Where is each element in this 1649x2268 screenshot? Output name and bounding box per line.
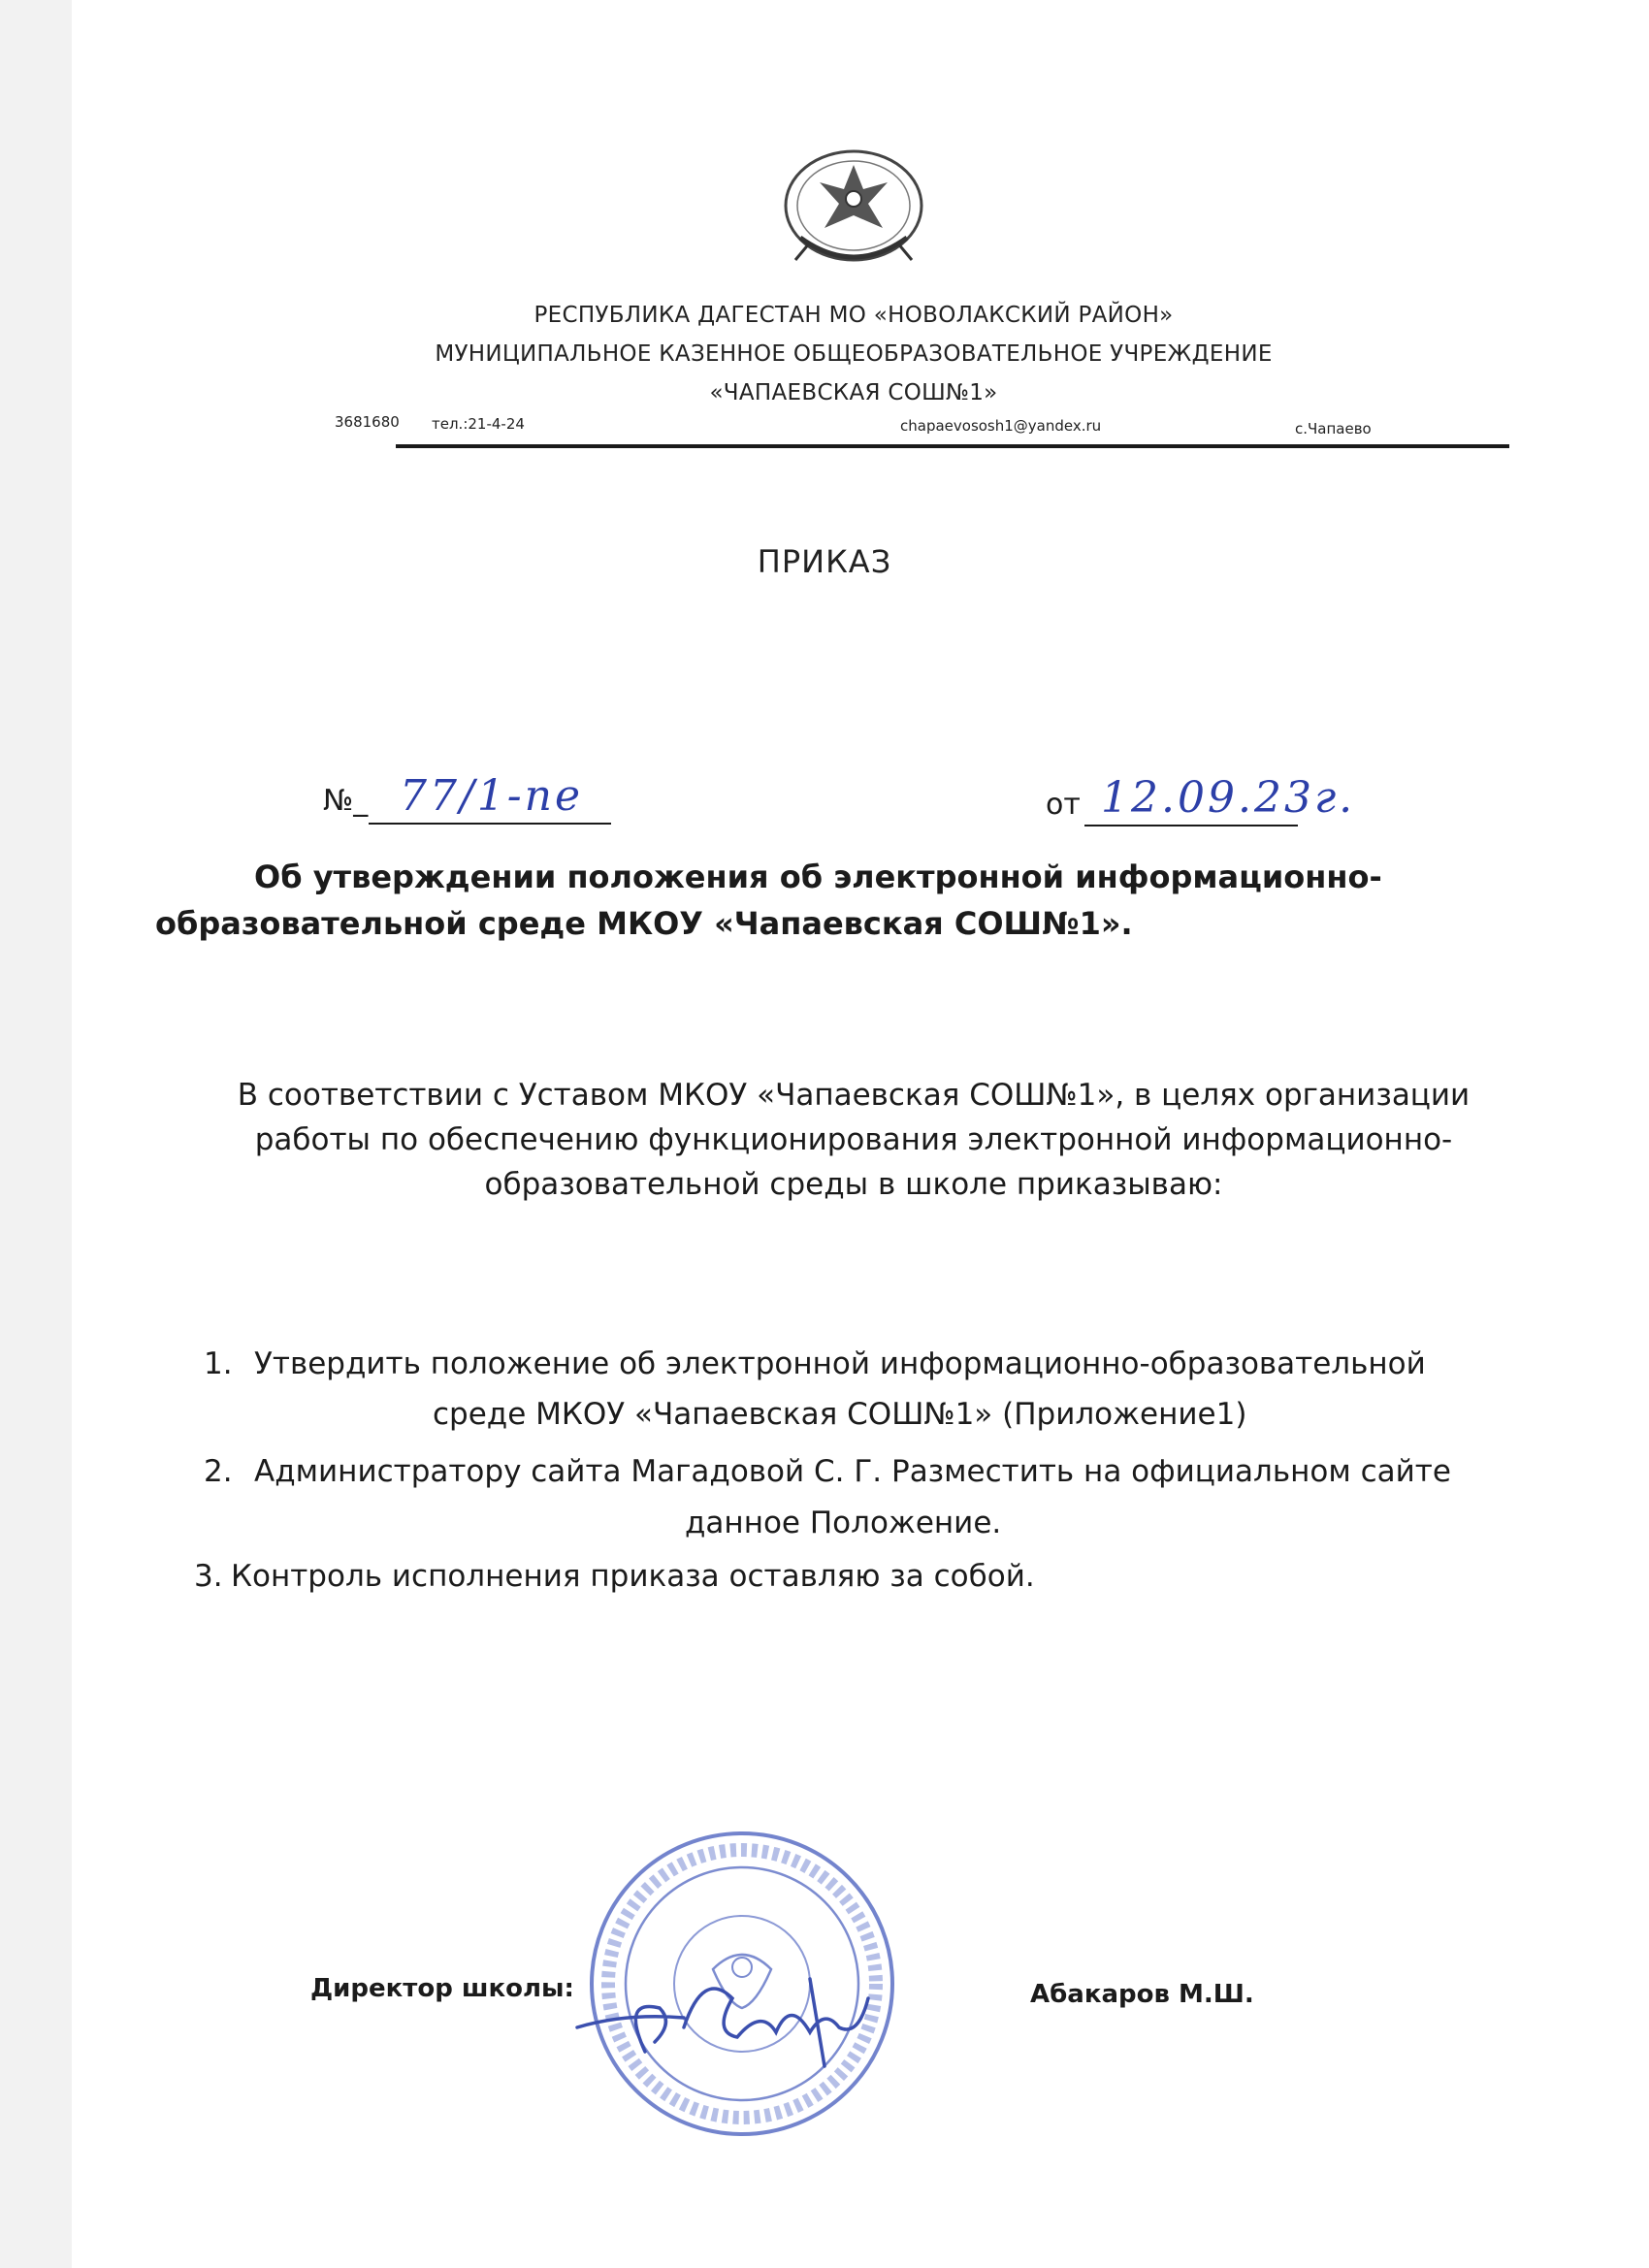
order-date-label: от (1046, 788, 1081, 822)
order-date-value: 12.09.23г. (1101, 773, 1356, 823)
order-title: ПРИКАЗ (757, 543, 892, 580)
header-email: chapaevososh1@yandex.ru (900, 417, 1102, 435)
item-3-line-1: Контроль исполнения приказа оставляю за собой. (231, 1559, 1035, 1594)
order-date-underline (1084, 825, 1298, 826)
preamble-line-2: работы по обеспечению функционирования электронной информационно- (254, 1122, 1453, 1157)
preamble-line-1: В соответствии с Уставом МКОУ «Чапаевская СОШ№1», в целях организации (237, 1078, 1471, 1113)
item-1-line-1: Утвердить положение об электронной информационно-образовательной (254, 1346, 1426, 1381)
item-2-line-1: Администратору сайта Магадовой С. Г. Разместить на официальном сайте (254, 1454, 1451, 1489)
item-2-number: 2. (204, 1454, 233, 1489)
order-number-value: 77/1-пе (400, 771, 584, 821)
item-1-number: 1. (204, 1346, 233, 1381)
order-subject (155, 854, 1436, 947)
item-1-line-2: среде МКОУ «Чапаевская СОШ№1» (Приложение1) (433, 1397, 1247, 1432)
order-number-label: №_ (323, 784, 369, 818)
signature-position: Директор школы: (310, 1974, 574, 2003)
header-phone: тел.:21-4-24 (432, 415, 525, 433)
item-3-number: 3. (194, 1559, 223, 1594)
order-number-underline (369, 823, 611, 825)
header-village: с.Чапаево (1295, 420, 1372, 437)
header-school: «ЧАПАЕВСКАЯ СОШ№1» (709, 380, 998, 405)
header-index: 3681680 (335, 413, 400, 431)
header-institution: МУНИЦИПАЛЬНОЕ КАЗЕННОЕ ОБЩЕОБРАЗОВАТЕЛЬНОЕ УЧРЕЖДЕНИЕ (435, 341, 1273, 367)
subject-line-1: Об утверждении положения об электронной информационно- (254, 859, 1382, 895)
scan-edge (0, 0, 72, 2268)
preamble (194, 1073, 1513, 1207)
item-2-line-2: данное Положение. (685, 1506, 1002, 1540)
director-signature (567, 1940, 888, 2086)
coat-of-arms-icon (771, 146, 936, 276)
preamble-line-3: образовательной среды в школе приказываю: (484, 1167, 1223, 1202)
header-rule (396, 444, 1509, 448)
signature-name: Абакаров М.Ш. (1030, 1980, 1254, 2009)
header-republic: РЕСПУБЛИКА ДАГЕСТАН МО «НОВОЛАКСКИЙ РАЙОН» (534, 303, 1174, 328)
subject-line-2: образовательной среде МКОУ «Чапаевская СОШ№1». (155, 905, 1133, 942)
